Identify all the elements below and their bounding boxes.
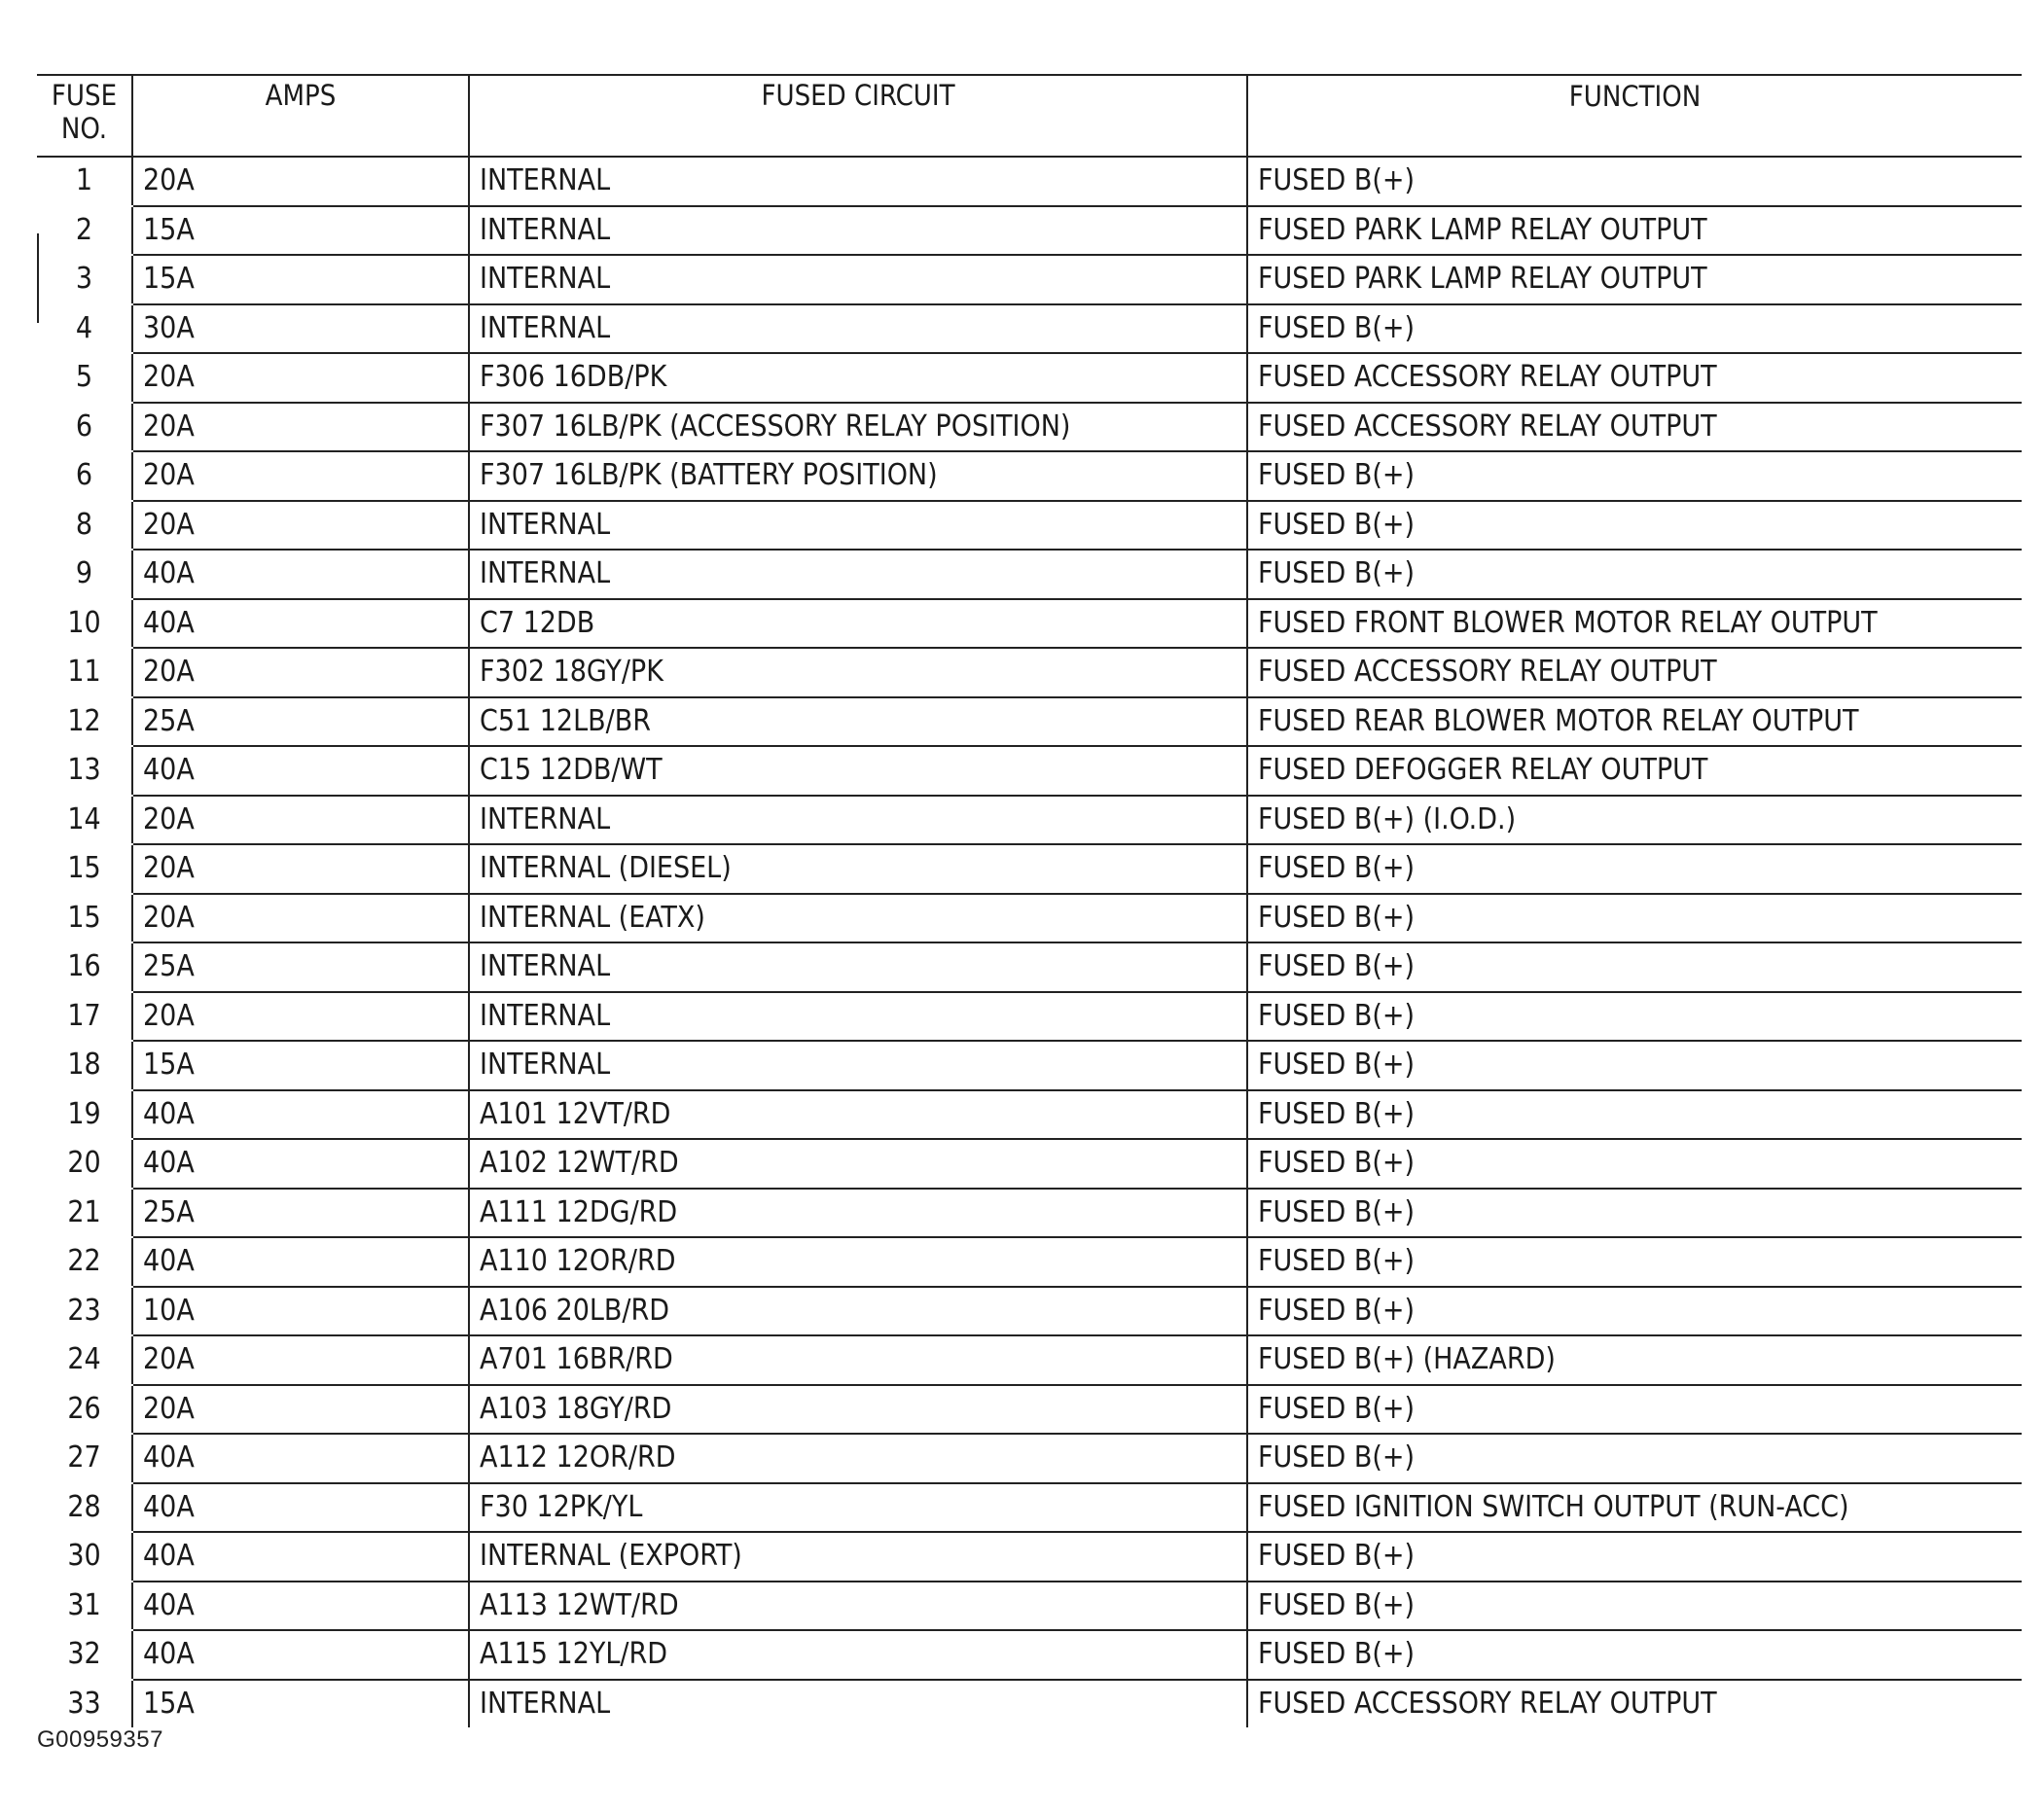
amps-cell: 20A — [132, 796, 469, 845]
fuse-no-cell: 17 — [37, 992, 132, 1042]
fused-circuit-cell: INTERNAL — [469, 157, 1247, 206]
function-cell: FUSED B(+) — [1247, 1090, 2022, 1140]
fused-circuit-cell: INTERNAL — [469, 501, 1247, 551]
amps-cell: 20A — [132, 157, 469, 206]
table-row — [37, 451, 2022, 501]
amps-cell: 20A — [132, 451, 469, 501]
amps-cell: 40A — [132, 550, 469, 599]
table-row — [37, 403, 2022, 452]
table-row — [37, 255, 2022, 304]
function-cell: FUSED B(+) — [1247, 992, 2022, 1042]
fuse-no-cell: 5 — [37, 353, 132, 403]
table-row — [37, 796, 2022, 845]
amps-cell: 25A — [132, 1189, 469, 1238]
amps-cell: 40A — [132, 599, 469, 649]
header-fused-circuit: FUSED CIRCUIT — [469, 75, 1247, 157]
function-cell: FUSED B(+) — [1247, 157, 2022, 206]
amps-cell: 20A — [132, 648, 469, 697]
figure-id: G00959357 — [37, 1726, 163, 1753]
fused-circuit-cell: C51 12LB/BR — [469, 697, 1247, 747]
fused-circuit-cell: INTERNAL — [469, 550, 1247, 599]
function-cell: FUSED B(+) (I.O.D.) — [1247, 796, 2022, 845]
amps-cell: 40A — [132, 1139, 469, 1189]
amps-cell: 20A — [132, 894, 469, 943]
left-border-mark — [37, 243, 39, 251]
amps-cell: 40A — [132, 1090, 469, 1140]
amps-cell: 20A — [132, 992, 469, 1042]
fuse-no-cell: 32 — [37, 1630, 132, 1680]
fuse-no-cell: 11 — [37, 648, 132, 697]
function-cell: FUSED B(+) — [1247, 451, 2022, 501]
table-row — [37, 1483, 2022, 1533]
function-cell: FUSED B(+) — [1247, 1385, 2022, 1435]
fuse-no-cell: 15 — [37, 894, 132, 943]
amps-cell: 10A — [132, 1287, 469, 1336]
function-cell: FUSED ACCESSORY RELAY OUTPUT — [1247, 648, 2022, 697]
table-row — [37, 697, 2022, 747]
amps-cell: 20A — [132, 1335, 469, 1385]
fuse-no-cell: 14 — [37, 796, 132, 845]
fused-circuit-cell: F307 16LB/PK (BATTERY POSITION) — [469, 451, 1247, 501]
fused-circuit-cell: A106 20LB/RD — [469, 1287, 1247, 1336]
fuse-no-cell: 33 — [67, 1686, 101, 1721]
amps-cell: 25A — [132, 697, 469, 747]
amps-cell: 40A — [132, 1532, 469, 1582]
fuse-no-cell: 6 — [37, 451, 132, 501]
amps-cell: 20A — [132, 1385, 469, 1435]
fused-circuit-cell: INTERNAL (DIESEL) — [469, 844, 1247, 894]
function-cell: FUSED B(+) — [1247, 1139, 2022, 1189]
function-cell: FUSED B(+) — [1247, 1434, 2022, 1483]
function-cell: FUSED B(+) — [1247, 1630, 2022, 1680]
fuse-no-cell: 3 — [37, 255, 132, 304]
table-row — [37, 1582, 2022, 1631]
fuse-no-cell: 1 — [37, 157, 132, 206]
table-row — [37, 1287, 2022, 1336]
amps-cell: 30A — [132, 304, 469, 354]
amps-cell: 15A — [132, 1680, 469, 1728]
fused-circuit-cell: INTERNAL — [469, 1041, 1247, 1090]
header-fuse-no-label: FUSE NO. — [51, 79, 118, 145]
amps-cell: 20A — [132, 501, 469, 551]
table-row — [37, 648, 2022, 697]
table-row — [37, 1139, 2022, 1189]
fused-circuit-cell: A112 12OR/RD — [469, 1434, 1247, 1483]
fused-circuit-cell: F306 16DB/PK — [469, 353, 1247, 403]
fused-circuit-cell: A113 12WT/RD — [469, 1582, 1247, 1631]
fuse-no-cell: 6 — [37, 403, 132, 452]
fuse-no-cell: 18 — [37, 1041, 132, 1090]
table-body — [37, 157, 2022, 1727]
table-row — [37, 1385, 2022, 1435]
fuse-table — [37, 74, 2022, 1727]
table-row — [37, 1434, 2022, 1483]
table-row — [37, 1189, 2022, 1238]
fuse-no-cell: 27 — [37, 1434, 132, 1483]
function-cell: FUSED B(+) — [1247, 1532, 2022, 1582]
function-cell: FUSED B(+) — [1247, 942, 2022, 992]
fused-circuit-cell: A701 16BR/RD — [469, 1335, 1247, 1385]
fuse-no-cell: 31 — [37, 1582, 132, 1631]
fuse-no-cell: 16 — [37, 942, 132, 992]
table-row — [37, 942, 2022, 992]
function-cell: FUSED REAR BLOWER MOTOR RELAY OUTPUT — [1247, 697, 2022, 747]
fused-circuit-cell: A115 12YL/RD — [469, 1630, 1247, 1680]
table-row — [37, 894, 2022, 943]
fused-circuit-cell: INTERNAL — [469, 942, 1247, 992]
function-cell: FUSED B(+) — [1247, 1237, 2022, 1287]
function-cell: FUSED DEFOGGER RELAY OUTPUT — [1247, 746, 2022, 796]
fuse-no-cell: 19 — [37, 1090, 132, 1140]
fused-circuit-cell: INTERNAL — [469, 992, 1247, 1042]
fused-circuit-cell: F302 18GY/PK — [469, 648, 1247, 697]
fused-circuit-cell: INTERNAL (EXPORT) — [469, 1532, 1247, 1582]
table-row — [37, 1335, 2022, 1385]
table-row — [37, 992, 2022, 1042]
header-amps: AMPS — [132, 75, 469, 157]
function-cell: FUSED ACCESSORY RELAY OUTPUT — [1247, 403, 2022, 452]
amps-cell: 15A — [132, 206, 469, 256]
table-row — [37, 1090, 2022, 1140]
function-cell: FUSED B(+) — [1247, 844, 2022, 894]
header-row — [37, 75, 2022, 157]
fuse-no-cell: 22 — [37, 1237, 132, 1287]
function-cell: FUSED B(+) — [1247, 894, 2022, 943]
amps-cell: 25A — [132, 942, 469, 992]
table-row — [37, 1532, 2022, 1582]
fused-circuit-cell: A110 12OR/RD — [469, 1237, 1247, 1287]
fuse-no-cell: 9 — [37, 550, 132, 599]
fuse-no-cell: 20 — [37, 1139, 132, 1189]
amps-cell: 15A — [132, 1041, 469, 1090]
amps-cell: 40A — [132, 1237, 469, 1287]
fused-circuit-cell: C15 12DB/WT — [469, 746, 1247, 796]
fused-circuit-cell: INTERNAL — [469, 304, 1247, 354]
amps-cell: 40A — [132, 1434, 469, 1483]
table-row — [37, 1630, 2022, 1680]
fused-circuit-cell: A102 12WT/RD — [469, 1139, 1247, 1189]
table-row — [37, 501, 2022, 551]
function-cell: FUSED B(+) — [1247, 304, 2022, 354]
fused-circuit-cell: INTERNAL — [469, 796, 1247, 845]
amps-cell: 20A — [132, 353, 469, 403]
fused-circuit-cell: F30 12PK/YL — [469, 1483, 1247, 1533]
fuse-no-cell: 4 — [37, 304, 132, 354]
table-row — [37, 599, 2022, 649]
table-row — [37, 206, 2022, 256]
amps-cell: 40A — [132, 746, 469, 796]
function-cell: FUSED ACCESSORY RELAY OUTPUT — [1247, 1680, 2022, 1728]
table-row — [37, 1237, 2022, 1287]
header-function: FUNCTION — [1247, 75, 2022, 157]
table-row — [37, 304, 2022, 354]
fuse-no-cell: 23 — [37, 1287, 132, 1336]
fused-circuit-cell: INTERNAL (EATX) — [469, 894, 1247, 943]
fused-circuit-cell: A103 18GY/RD — [469, 1385, 1247, 1435]
function-cell: FUSED B(+) — [1247, 1189, 2022, 1238]
fused-circuit-cell: INTERNAL — [469, 206, 1247, 256]
function-cell: FUSED B(+) (HAZARD) — [1247, 1335, 2022, 1385]
fused-circuit-cell: INTERNAL — [469, 1680, 1247, 1728]
table-row — [37, 1041, 2022, 1090]
amps-cell: 40A — [132, 1630, 469, 1680]
function-cell: FUSED FRONT BLOWER MOTOR RELAY OUTPUT — [1247, 599, 2022, 649]
function-cell: FUSED PARK LAMP RELAY OUTPUT — [1247, 255, 2022, 304]
fused-circuit-cell: A101 12VT/RD — [469, 1090, 1247, 1140]
amps-cell: 40A — [132, 1483, 469, 1533]
amps-cell: 15A — [132, 255, 469, 304]
amps-cell: 40A — [132, 1582, 469, 1631]
fuse-no-cell: 26 — [37, 1385, 132, 1435]
fuse-no-cell: 10 — [37, 599, 132, 649]
table-row — [37, 746, 2022, 796]
function-cell: FUSED B(+) — [1247, 501, 2022, 551]
fuse-no-cell: 15 — [37, 844, 132, 894]
fuse-no-cell: 12 — [37, 697, 132, 747]
function-cell: FUSED B(+) — [1247, 1287, 2022, 1336]
header-fuse-no — [37, 75, 132, 157]
table-row — [37, 353, 2022, 403]
function-cell: FUSED B(+) — [1247, 550, 2022, 599]
function-cell: FUSED ACCESSORY RELAY OUTPUT — [1247, 353, 2022, 403]
table-row — [37, 844, 2022, 894]
fuse-no-cell: 21 — [37, 1189, 132, 1238]
fused-circuit-cell: C7 12DB — [469, 599, 1247, 649]
fuse-no-cell: 2 — [37, 206, 132, 256]
table-header — [37, 75, 2022, 157]
fuse-no-cell: 30 — [37, 1532, 132, 1582]
table-row — [37, 157, 2022, 206]
fuse-no-cell: 8 — [37, 501, 132, 551]
function-cell: FUSED IGNITION SWITCH OUTPUT (RUN-ACC) — [1247, 1483, 2022, 1533]
function-cell: FUSED B(+) — [1247, 1041, 2022, 1090]
fused-circuit-cell: INTERNAL — [469, 255, 1247, 304]
fuse-no-cell: 13 — [37, 746, 132, 796]
amps-cell: 20A — [132, 403, 469, 452]
fuse-no-cell: 28 — [37, 1483, 132, 1533]
table-row — [37, 1680, 2022, 1728]
fuse-no-cell: 24 — [37, 1335, 132, 1385]
function-cell: FUSED PARK LAMP RELAY OUTPUT — [1247, 206, 2022, 256]
fused-circuit-cell: F307 16LB/PK (ACCESSORY RELAY POSITION) — [469, 403, 1247, 452]
amps-cell: 20A — [132, 844, 469, 894]
function-cell: FUSED B(+) — [1247, 1582, 2022, 1631]
table-row — [37, 550, 2022, 599]
fused-circuit-cell: A111 12DG/RD — [469, 1189, 1247, 1238]
